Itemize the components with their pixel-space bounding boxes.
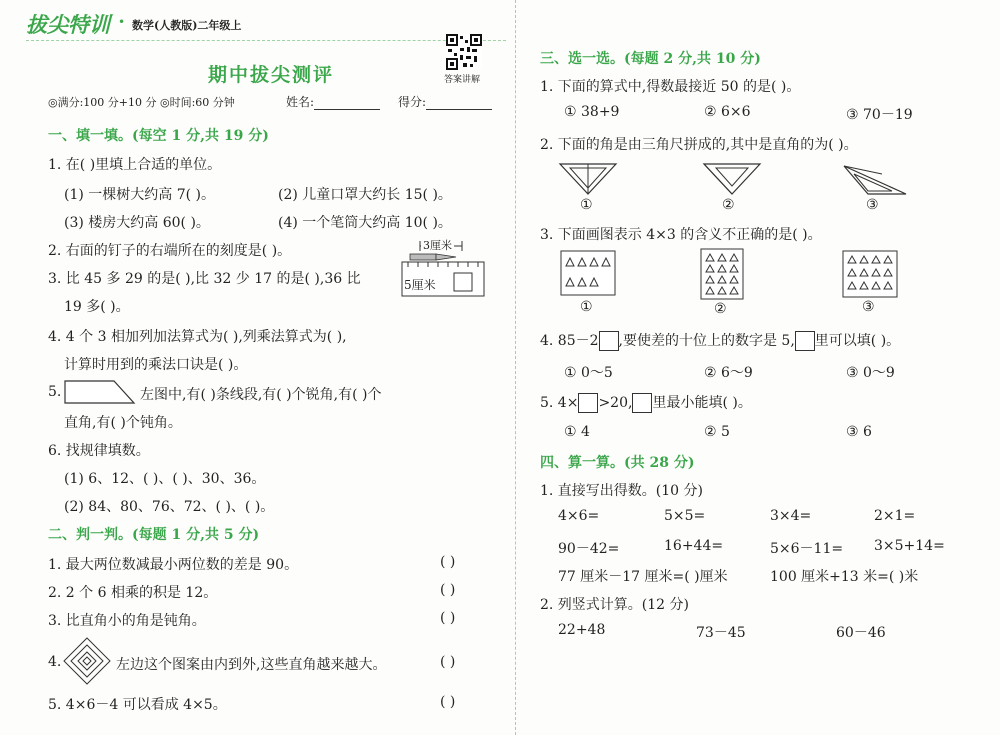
judge-3-answer[interactable]: ( ) xyxy=(440,610,456,626)
choice-4-text-2: ,要使差的十位上的数字是 5, xyxy=(618,333,795,349)
calc-2-stem: 2. 列竖式计算。(12 分) xyxy=(540,597,689,613)
calc-1-stem: 1. 直接写出得数。(10 分) xyxy=(540,483,703,499)
choice-4-text-3: 里可以填( )。 xyxy=(814,333,901,349)
answer-box[interactable] xyxy=(599,331,619,351)
q4-line-1: 4. 4 个 3 相加列加法算式为( ),列乘法算式为( ), xyxy=(48,329,347,345)
q6-part-2: (2) 84、80、76、72、( )、( )。 xyxy=(64,499,275,515)
q3-line-2: 19 多( )。 xyxy=(64,299,130,315)
q5-line-2: 直角,有( )个钝角。 xyxy=(64,415,182,431)
choice-3-label-2[interactable]: ② xyxy=(714,301,727,317)
page-divider xyxy=(515,0,516,735)
choice-2-label-1[interactable]: ① xyxy=(580,197,593,213)
choice-5-stem xyxy=(540,392,752,413)
header-rule xyxy=(26,40,506,41)
name-label: 姓名: xyxy=(286,95,315,109)
calc-item: 3×4= xyxy=(770,508,812,524)
brand-dot: • xyxy=(118,15,126,29)
choice-4-option-3[interactable]: ③ 0～9 xyxy=(846,365,895,381)
set-square-angle-3 xyxy=(842,164,908,196)
choice-3-label-3[interactable]: ③ xyxy=(862,299,875,315)
section-4-title: 四、算一算。(共 28 分) xyxy=(540,455,695,471)
choice-1-option-2[interactable]: ② 6×6 xyxy=(704,104,751,120)
calc-item: 5×5= xyxy=(664,508,706,524)
choice-2-label-2[interactable]: ② xyxy=(722,197,735,213)
page-title: 期中拔尖测评 xyxy=(208,64,335,86)
choice-2-label-3[interactable]: ③ xyxy=(866,197,879,213)
choice-5-option-2[interactable]: ② 5 xyxy=(704,424,730,440)
calc-item: 4×6= xyxy=(558,508,600,524)
triangle-array-1 xyxy=(560,250,616,296)
name-field[interactable] xyxy=(286,93,380,110)
vertical-calc: 73－45 xyxy=(696,625,746,641)
q1-part-1: (1) 一棵树大约高 7( )。 xyxy=(64,187,216,203)
choice-1-option-1[interactable]: ① 38+9 xyxy=(564,104,620,120)
q1-stem: 1. 在( )里填上合适的单位。 xyxy=(48,157,222,173)
qr-code-icon[interactable] xyxy=(446,34,482,70)
trapezoid-figure xyxy=(64,380,136,404)
qr-label: 答案讲解 xyxy=(444,75,481,85)
choice-3-stem: 3. 下面画图表示 4×3 的含义不正确的是( )。 xyxy=(540,227,822,243)
choice-1-option-3[interactable]: ③ 70－19 xyxy=(846,107,913,123)
calc-item: 5×6－11= xyxy=(770,541,844,557)
q1-part-2: (2) 儿童口罩大约长 15( )。 xyxy=(278,187,452,203)
section-1-title: 一、填一填。(每空 1 分,共 19 分) xyxy=(48,128,269,144)
calc-item-length-1: 77 厘米－17 厘米=( )厘米 xyxy=(558,569,728,585)
choice-5-text-1: 5. 4× xyxy=(540,395,579,411)
nail-length-label: 3厘米 xyxy=(423,239,452,252)
calc-item: 16+44= xyxy=(664,538,724,554)
judge-1-answer[interactable]: ( ) xyxy=(440,554,456,570)
vertical-calc: 60－46 xyxy=(836,625,886,641)
section-2-title: 二、判一判。(每题 1 分,共 5 分) xyxy=(48,527,260,543)
choice-4-option-2[interactable]: ② 6～9 xyxy=(704,365,753,381)
q1-part-4: (4) 一个笔筒大约高 10( )。 xyxy=(278,215,452,231)
calc-item: 3×5+14= xyxy=(874,538,945,554)
answer-box[interactable] xyxy=(795,331,815,351)
choice-4-option-1[interactable]: ① 0～5 xyxy=(564,365,613,381)
judge-3: 3. 比直角小的角是钝角。 xyxy=(48,613,206,629)
judge-2-answer[interactable]: ( ) xyxy=(440,582,456,598)
set-square-angle-1 xyxy=(558,162,618,196)
judge-4-answer[interactable]: ( ) xyxy=(440,654,456,670)
choice-3-label-1[interactable]: ① xyxy=(580,299,593,315)
triangle-array-3 xyxy=(842,250,898,298)
nested-diamond-figure xyxy=(62,636,112,686)
calc-item: 2×1= xyxy=(874,508,916,524)
q6-part-1: (1) 6、12、( )、( )、30、36。 xyxy=(64,471,266,487)
choice-5-text-3: 里最小能填( )。 xyxy=(652,395,752,411)
brand-logo: 拔尖特训 xyxy=(26,13,110,37)
section-3-title: 三、选一选。(每题 2 分,共 10 分) xyxy=(540,51,761,67)
judge-5-answer[interactable]: ( ) xyxy=(440,694,456,710)
q2-stem: 2. 右面的钉子的右端所在的刻度是( )。 xyxy=(48,243,292,259)
q4-line-2: 计算时用到的乘法口诀是( )。 xyxy=(64,357,248,373)
score-field[interactable] xyxy=(398,93,492,110)
judge-2: 2. 2 个 6 相乘的积是 12。 xyxy=(48,585,218,601)
vertical-calc: 22+48 xyxy=(558,622,606,638)
answer-box[interactable] xyxy=(632,393,652,413)
calc-item: 90－42= xyxy=(558,541,620,557)
choice-4-stem xyxy=(540,330,900,351)
q6-stem: 6. 找规律填数。 xyxy=(48,443,150,459)
score-info: ◎满分:100 分+10 分 ◎时间:60 分钟 xyxy=(48,96,235,109)
score-label: 得分: xyxy=(398,95,427,109)
q5-line-1: 左图中,有( )条线段,有( )个锐角,有( )个 xyxy=(140,387,382,403)
choice-5-option-3[interactable]: ③ 6 xyxy=(846,424,872,440)
choice-4-text-1: 4. 85－2 xyxy=(540,333,599,349)
choice-5-text-2: >20, xyxy=(598,395,633,411)
judge-4: 左边这个图案由内到外,这些直角越来越大。 xyxy=(116,657,387,673)
triangle-array-2 xyxy=(700,248,744,300)
judge-1: 1. 最大两位数减最小两位数的差是 90。 xyxy=(48,557,299,573)
choice-1-stem: 1. 下面的算式中,得数最接近 50 的是( )。 xyxy=(540,79,801,95)
q5-number: 5. xyxy=(48,384,62,400)
subject-label: 数学(人教版)二年级上 xyxy=(132,19,242,32)
ruler-label: 5厘米 xyxy=(404,278,436,292)
q1-part-3: (3) 楼房大约高 60( )。 xyxy=(64,215,210,231)
choice-5-option-1[interactable]: ① 4 xyxy=(564,424,590,440)
judge-5: 5. 4×6－4 可以看成 4×5。 xyxy=(48,697,227,713)
answer-box[interactable] xyxy=(578,393,598,413)
calc-item-length-2: 100 厘米+13 米=( )米 xyxy=(770,569,919,585)
judge-4-number: 4. xyxy=(48,654,62,670)
set-square-angle-2 xyxy=(702,162,762,196)
choice-2-stem: 2. 下面的角是由三角尺拼成的,其中是直角的为( )。 xyxy=(540,137,858,153)
q3-line-1: 3. 比 45 多 29 的是( ),比 32 少 17 的是( ),36 比 xyxy=(48,271,361,287)
